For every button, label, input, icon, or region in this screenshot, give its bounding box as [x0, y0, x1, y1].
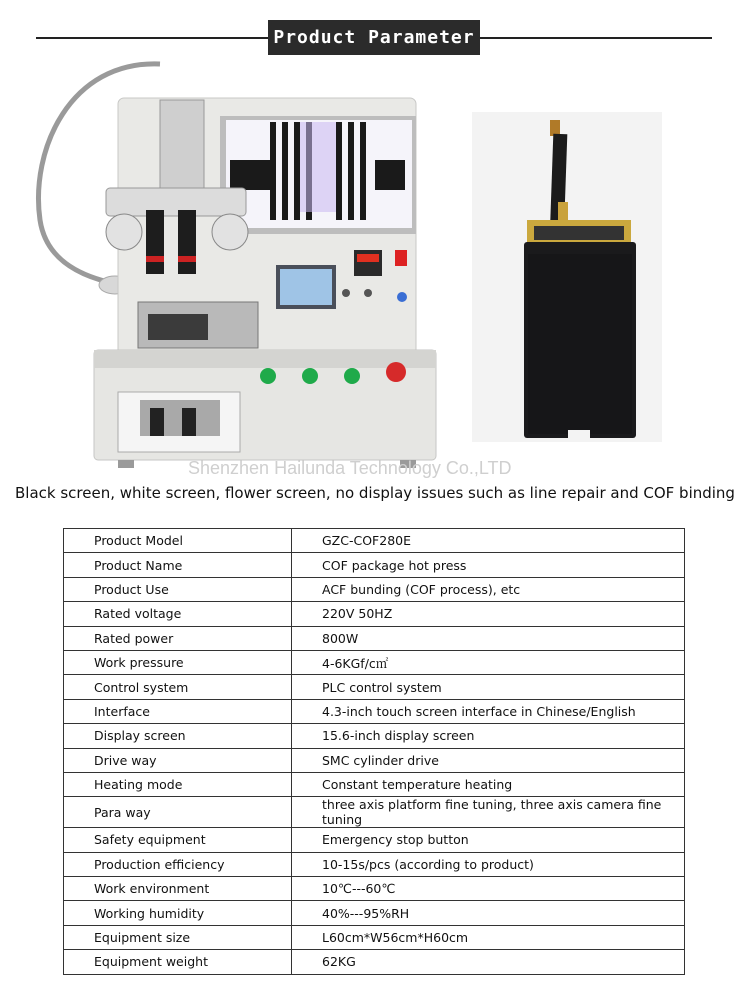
section-title: Product Parameter: [268, 20, 480, 55]
param-label: Product Use: [64, 577, 292, 601]
param-value: 4.3-inch touch screen interface in Chinese/English: [292, 699, 685, 723]
param-value: 4-6KGf/c㎡: [292, 650, 685, 674]
table-row: [64, 828, 685, 852]
table-row: [64, 553, 685, 577]
table-row: [64, 626, 685, 650]
param-label: Product Name: [64, 553, 292, 577]
table-row: [64, 675, 685, 699]
caption-text: Black screen, white screen, flower screen, no display issues such as line repair and COF binding: [15, 484, 735, 502]
param-label: Interface: [64, 699, 292, 723]
param-label: Safety equipment: [64, 828, 292, 852]
table-row: [64, 901, 685, 925]
param-label: Para way: [64, 797, 292, 828]
param-value: Emergency stop button: [292, 828, 685, 852]
param-label: Product Model: [64, 529, 292, 553]
param-value: 62KG: [292, 950, 685, 974]
param-value: three axis platform fine tuning, three axis camera fine tuning: [292, 797, 685, 828]
table-row: [64, 797, 685, 828]
param-value: ACF bunding (COF process), etc: [292, 577, 685, 601]
param-label: Working humidity: [64, 901, 292, 925]
watermark-text: Shenzhen Hailunda Technology Co.,LTD: [188, 458, 512, 478]
param-label: Drive way: [64, 748, 292, 772]
table-row: [64, 772, 685, 796]
header-rule-left: [36, 37, 268, 39]
param-label: Rated voltage: [64, 602, 292, 626]
table-row: [64, 852, 685, 876]
table-row: [64, 699, 685, 723]
table-row: [64, 925, 685, 949]
param-value: 15.6-inch display screen: [292, 724, 685, 748]
param-value: 40%---95%RH: [292, 901, 685, 925]
param-label: Equipment size: [64, 925, 292, 949]
param-value: PLC control system: [292, 675, 685, 699]
table-row: [64, 950, 685, 974]
param-value: 800W: [292, 626, 685, 650]
param-value: 10℃---60℃: [292, 877, 685, 901]
param-value: SMC cylinder drive: [292, 748, 685, 772]
param-value: COF package hot press: [292, 553, 685, 577]
table-row: [64, 877, 685, 901]
param-label: Control system: [64, 675, 292, 699]
param-label: Display screen: [64, 724, 292, 748]
table-row: [64, 577, 685, 601]
param-label: Equipment weight: [64, 950, 292, 974]
table-row: [64, 650, 685, 674]
param-label: Work pressure: [64, 650, 292, 674]
header-rule-right: [480, 37, 712, 39]
param-value: L60cm*W56cm*H60cm: [292, 925, 685, 949]
table-row: [64, 602, 685, 626]
table-row: [64, 748, 685, 772]
param-label: Production efficiency: [64, 852, 292, 876]
param-label: Heating mode: [64, 772, 292, 796]
display-panel-photo: [472, 112, 662, 442]
param-label: Rated power: [64, 626, 292, 650]
parameter-table: [63, 528, 685, 975]
table-row: [64, 529, 685, 553]
param-value: GZC-COF280E: [292, 529, 685, 553]
param-value: Constant temperature heating: [292, 772, 685, 796]
param-label: Work environment: [64, 877, 292, 901]
param-value: 220V 50HZ: [292, 602, 685, 626]
hot-press-machine-photo: [30, 60, 460, 480]
table-row: [64, 724, 685, 748]
param-value: 10-15s/pcs (according to product): [292, 852, 685, 876]
